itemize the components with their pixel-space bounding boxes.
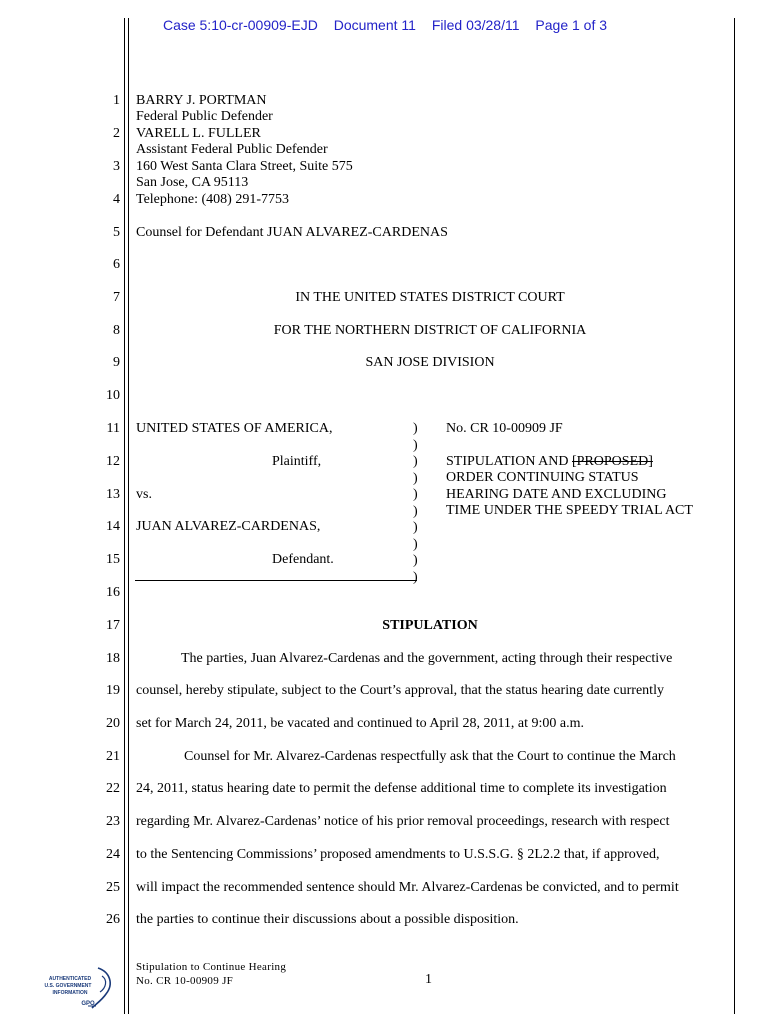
filed-date: Filed 03/28/11 <box>431 17 520 33</box>
counsel-line: Telephone: (408) 291-7753 <box>136 192 289 207</box>
line-number: 4 <box>113 192 120 207</box>
line-number: 17 <box>106 618 120 633</box>
court-division: SAN JOSE DIVISION <box>365 355 495 370</box>
line-number: 13 <box>106 487 120 502</box>
defendant-role: Defendant. <box>272 552 334 567</box>
plaintiff-name: UNITED STATES OF AMERICA, <box>136 421 333 436</box>
caption-underline <box>135 580 417 581</box>
body-line: 24, 2011, status hearing date to permit the defense additional time to complete its investigation <box>136 781 667 796</box>
case-number: Case 5:10-cr-00909-EJD <box>162 17 318 33</box>
svg-text:U.S. GOVERNMENT: U.S. GOVERNMENT <box>44 983 92 989</box>
line-number: 11 <box>106 421 120 436</box>
left-margin-rule-inner <box>128 18 129 1014</box>
counsel-line: 160 West Santa Clara Street, Suite 575 <box>136 159 353 174</box>
document-title-line: ORDER CONTINUING STATUS <box>446 470 639 485</box>
line-number: 9 <box>113 355 120 370</box>
line-number: 19 <box>106 683 120 698</box>
body-line: Counsel for Mr. Alvarez-Cardenas respectfully ask that the Court to continue the March <box>184 749 676 764</box>
versus: vs. <box>136 487 152 502</box>
section-title: STIPULATION <box>382 618 478 633</box>
body-line: The parties, Juan Alvarez-Cardenas and the government, acting through their respective <box>181 651 673 666</box>
line-number: 2 <box>113 126 120 141</box>
line-number: 26 <box>106 912 120 927</box>
body-line: will impact the recommended sentence should Mr. Alvarez-Cardenas be convicted, and to permit <box>136 880 679 895</box>
counsel-line: BARRY J. PORTMAN <box>136 93 267 108</box>
line-number: 7 <box>113 290 120 305</box>
footer-title: Stipulation to Continue Hearing <box>136 961 287 973</box>
body-line: to the Sentencing Commissions’ proposed amendments to U.S.S.G. § 2L2.2 that, if approved, <box>136 847 660 862</box>
line-number: 1 <box>113 93 120 108</box>
counsel-for-defendant: Counsel for Defendant JUAN ALVAREZ-CARDENAS <box>136 225 448 240</box>
line-number: 21 <box>106 749 120 764</box>
document-title-line: TIME UNDER THE SPEEDY TRIAL ACT <box>446 503 693 518</box>
line-number: 25 <box>106 880 120 895</box>
counsel-line: San Jose, CA 95113 <box>136 175 249 190</box>
body-line: the parties to continue their discussions about a possible disposition. <box>136 912 519 927</box>
caption-parenthesis-column: ) ) ) ) ) ) ) ) ) ) <box>413 421 418 585</box>
body-line: set for March 24, 2011, be vacated and continued to April 28, 2011, at 9:00 a.m. <box>136 716 585 731</box>
document-title-stipulation: STIPULATION AND <box>446 454 572 469</box>
line-number: 6 <box>113 257 120 272</box>
court-district: FOR THE NORTHERN DISTRICT OF CALIFORNIA <box>273 323 587 338</box>
line-number: 3 <box>113 159 120 174</box>
body-line: counsel, hereby stipulate, subject to the Court’s approval, that the status hearing date currently <box>136 683 664 698</box>
document-number: Document 11 <box>333 17 416 33</box>
plaintiff-role: Plaintiff, <box>272 454 322 469</box>
line-number: 16 <box>106 585 120 600</box>
line-number: 12 <box>106 454 120 469</box>
svg-text:AUTHENTICATED: AUTHENTICATED <box>48 976 92 982</box>
line-number: 10 <box>106 388 120 403</box>
line-number: 8 <box>113 323 120 338</box>
gpo-authentication-seal <box>40 962 120 1012</box>
line-number: 24 <box>106 847 120 862</box>
line-number: 22 <box>106 781 120 796</box>
footer-case-number: No. CR 10-00909 JF <box>136 975 234 987</box>
right-margin-rule <box>734 18 735 1014</box>
body-line: regarding Mr. Alvarez-Cardenas’ notice of his prior removal proceedings, research with respect <box>136 814 670 829</box>
svg-text:GPO: GPO <box>81 1001 95 1007</box>
svg-text:INFORMATION: INFORMATION <box>52 990 88 996</box>
page-number: 1 <box>425 972 432 987</box>
case-number-caption: No. CR 10-00909 JF <box>446 421 563 436</box>
filing-header <box>0 17 770 33</box>
gpo-seal-icon <box>40 962 120 1012</box>
document-title-line: HEARING DATE AND EXCLUDING <box>446 487 667 502</box>
line-number: 18 <box>106 651 120 666</box>
counsel-line: VARELL L. FULLER <box>136 126 261 141</box>
line-number: 20 <box>106 716 120 731</box>
proposed-struck: [PROPOSED] <box>572 454 653 469</box>
court-name: IN THE UNITED STATES DISTRICT COURT <box>295 290 565 305</box>
defendant-name: JUAN ALVAREZ-CARDENAS, <box>136 519 321 534</box>
line-number: 23 <box>106 814 120 829</box>
line-number: 15 <box>106 552 120 567</box>
counsel-line: Assistant Federal Public Defender <box>136 142 328 157</box>
line-number: 5 <box>113 225 120 240</box>
counsel-line: Federal Public Defender <box>136 109 273 124</box>
page-indicator: Page 1 of 3 <box>535 17 608 33</box>
left-margin-rule-outer <box>124 18 125 1014</box>
line-number: 14 <box>106 519 120 534</box>
document-title-line <box>446 454 653 470</box>
